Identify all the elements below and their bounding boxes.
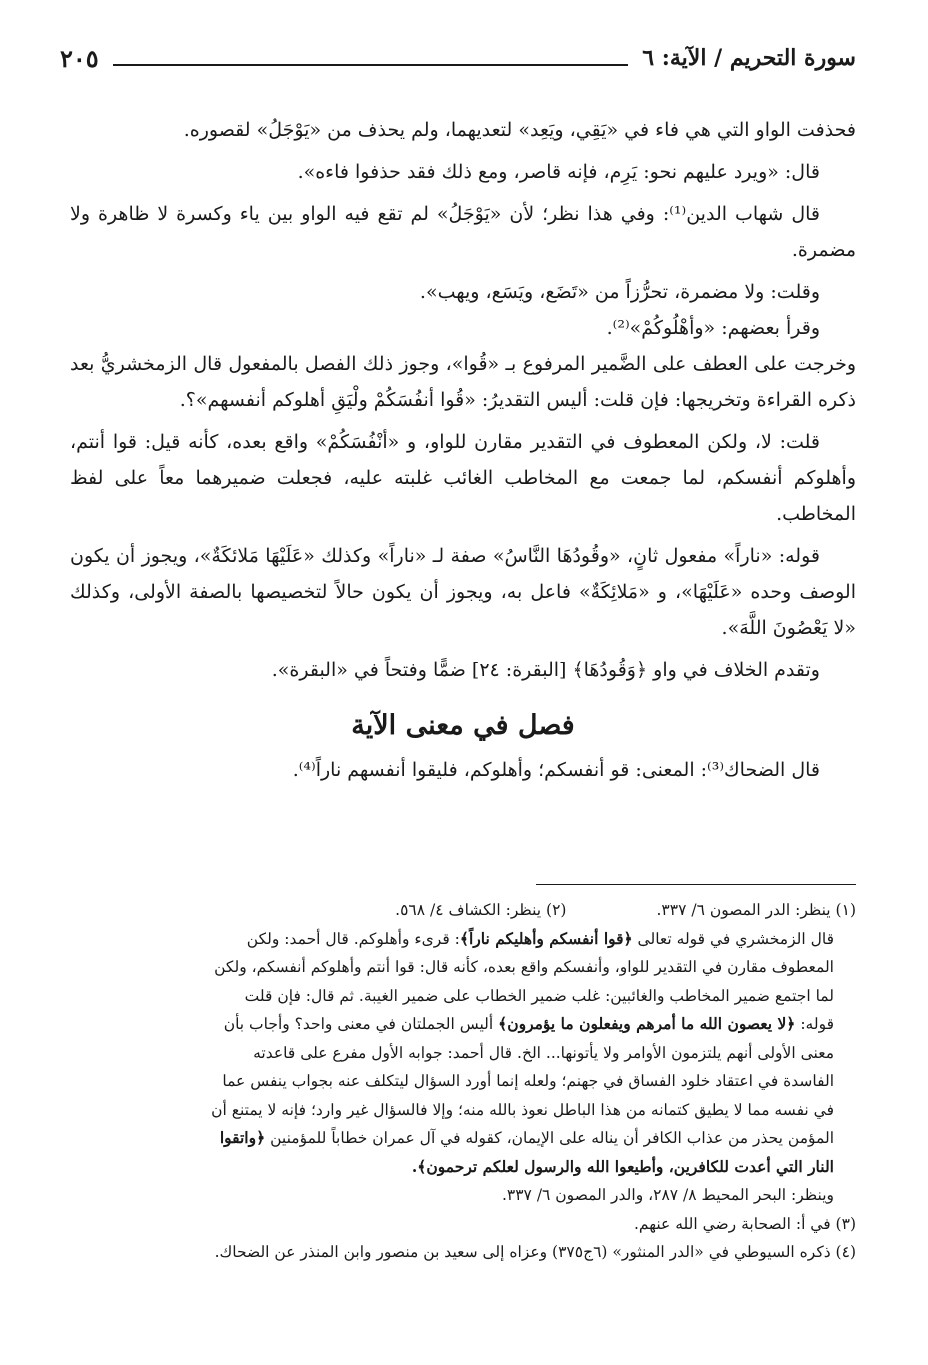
- paragraph: وقلت: ولا مضمرة، تحرُّزاً من «تَضَع، ويَسَع، ويهب».: [419, 281, 820, 303]
- footnote-line: لما اجتمع ضمير المخاطب والغائبين: غلب ضمير الخطاب على ضمير الغيبة. ثم قال: فإن قلت: [244, 986, 834, 1005]
- paragraph: وقرأ بعضهم: «وأهْلُوكُمْ»⁽²⁾.: [606, 317, 820, 339]
- paragraph: قال الضحاك⁽³⁾: المعنى: قو أنفسكم؛ وأهلوكم، فليقوا أنفسهم ناراً⁽⁴⁾.: [292, 759, 820, 781]
- paragraph: وخرجت على العطف على الضَّمير المرفوع بـ «قُوا»، وجوز ذلك الفصل بالمفعول قال الزمخشريُّ بعد ذكره القراءة وتخريجها: فإن قلت: أليس التقديرُ: «قُوا أنفُسَكُمْ ولْيَقِ أهلوكم أنفسهم»؟.: [70, 353, 856, 411]
- footnote-line: في نفسه مما لا يطيق كتمانه من هذا الباطل نعوذ بالله منه؛ وإلا فالسؤال غير وارد؛ فإنه لا يمتنع أن: [211, 1100, 834, 1119]
- quran-quote: ﴿قوا أنفسكم وأهليكم ناراً﴾: [459, 928, 633, 948]
- footnote-line: المعطوف مقارن في التقدير للواو، وأنفسكم واقع بعده، كأنه قال: قوا أنتم وأهلوكم أنفسكم، ولكن: [214, 958, 834, 976]
- paragraph: قوله: «ناراً» مفعول ثانٍ، «وقُودُهَا النَّاسُ» صفة لـ «ناراً» وكذلك «عَلَيْهَا مَلائكَةٌ»، ويجوز أن يكون الوصف وحده «عَلَيْهَا»، و «مَلائِكَةٌ» فاعل به، ويجوز أن يكون حالاً لتخصيصها بالصفة الأولى، وكذلك «لا يَعْصُونَ اللَّهَ».: [70, 545, 856, 639]
- footnote-line: الفاسدة في اعتقاد خلود الفساق في جهنم؛ ولعله إنما أورد السؤال ليتكلف عنه بجواب ينفس عما: [222, 1072, 834, 1090]
- footnote-line: النار التي أعدت للكافرين، وأطيعوا الله والرسول لعلكم ترحمون﴾.: [411, 1156, 834, 1176]
- paragraph: قال شهاب الدين⁽¹⁾: وفي هذا نظر؛ لأن «يَوْجَلُ» لم تقع فيه الواو بين ياء وكسرة لا ظاهرة ولا مضمرة.: [70, 203, 856, 261]
- page-header: [60, 38, 856, 78]
- footnote-line: [70, 1010, 834, 1039]
- paragraph: قلت: لا، ولكن المعطوف في التقدير مقارن للواو، و «أنْفُسَكُمْ» واقع بعده، كأنه قيل: قوا أنتم، وأهلوكم أنفسكم، لما جمعت مع المخاطب الغائب غلبته عليه، فجعلت ضميرهما معاً على لفظ المخاطب.: [70, 431, 856, 525]
- footnote-row: [70, 896, 856, 925]
- footnote-line: وينظر: البحر المحيط ٨/ ٢٨٧، والدر المصون ٦/ ٣٣٧.: [501, 1186, 834, 1204]
- footnote-1: (١) ينظر: الدر المصون ٦/ ٣٣٧.: [656, 901, 856, 919]
- footnote-text: قوله:: [795, 1015, 834, 1033]
- footnote-line: معنى الأولى أنهم يلتزمون الأوامر ولا يأتونها... الخ. قال أحمد: جوابه الأول مفرع على قاعدته: [253, 1043, 834, 1062]
- footnote-text: أليس الجملتان في معنى واحد؟ وأجاب بأن: [223, 1015, 499, 1033]
- footnote-4: (٤) ذكره السيوطي في «الدر المنثور» (٦ج٣٧٥) وعزاه إلى سعيد بن منصور وابن المنذر عن الضحاك.: [214, 1243, 856, 1261]
- paragraph: فحذفت الواو التي هي فاء في «يَقِي، ويَعِد» لتعديهما، ولم يحذف من «يَوْجَلُ» لقصوره.: [183, 119, 856, 141]
- footnote-line: [70, 1124, 834, 1153]
- quran-quote: ﴿واتقوا: [219, 1128, 266, 1147]
- footnote-rule: [536, 884, 856, 885]
- main-text: [70, 112, 856, 794]
- footnote-2: (٢) ينظر: الكشاف ٤/ ٥٦٨.: [395, 901, 567, 919]
- header-rule: [113, 64, 629, 66]
- page-number: ٢٠٥: [60, 43, 99, 73]
- paragraph: وتقدم الخلاف في واو ﴿وَقُودُهَا﴾ [البقرة: ٢٤] ضمًّا وفتحاً في «البقرة».: [271, 659, 820, 681]
- running-title: سورة التحريم / الآية: ٦: [642, 45, 856, 71]
- footnote-text: المؤمن يحذر من عذاب الكافر أن يناله على الإيمان، كقوله في آل عمران خطاباً للمؤمنين: [265, 1129, 834, 1147]
- footnote-text: قال الزمخشري في قوله تعالى: [632, 929, 834, 948]
- footnote-3: (٣) في أ: الصحابة رضي الله عنهم.: [633, 1214, 856, 1233]
- section-heading: فصل في معنى الآية: [351, 710, 575, 741]
- footnotes: [70, 896, 856, 1267]
- footnote-2-body: [70, 925, 856, 1210]
- quran-quote: ﴿لا يعصون الله ما أمرهم ويفعلون ما يؤمرون﴾: [498, 1014, 796, 1033]
- footnote-line: [70, 925, 834, 954]
- footnote-text: : قرىء وأهلوكم. قال أحمد: ولكن: [246, 929, 460, 948]
- paragraph: قال: «ويرد عليهم نحو: يَرِم، فإنه قاصر، ومع ذلك فقد حذفوا فاءه».: [297, 161, 820, 183]
